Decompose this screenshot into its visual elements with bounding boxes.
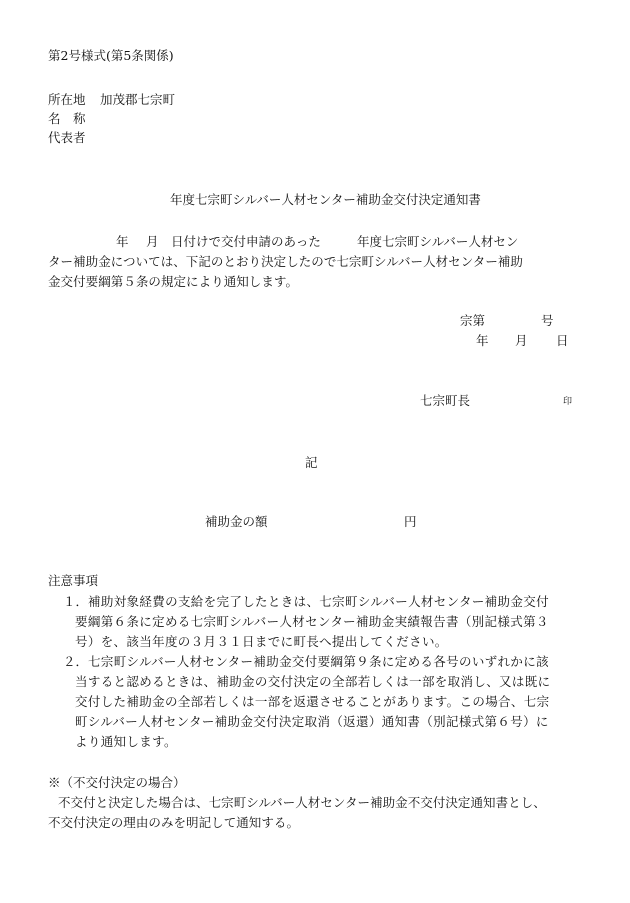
reference-date-year: 年	[476, 333, 489, 348]
ki-label: 記	[305, 455, 318, 470]
note1-line1: 補助対象経費の支給を完了したときは、七宗町シルバー人材センター補助金交付	[88, 594, 549, 609]
body-line3: 金交付要綱第５条の規定により通知します。	[48, 274, 299, 289]
note1-line2: 要綱第６条に定める七宗町シルバー人材センター補助金実績報告書（別記様式第３	[75, 614, 549, 629]
amount-label: 補助金の額	[205, 514, 268, 529]
note2-line5: より通知します。	[75, 734, 177, 749]
note2-number: ２．	[63, 654, 89, 669]
recipient-address-value: 加茂郡七宗町	[100, 92, 176, 107]
non-grant-line1: 不交付と決定した場合は、七宗町シルバー人材センター補助金不交付決定通知書とし、	[58, 795, 546, 810]
reference-number-suffix: 号	[541, 313, 554, 328]
notes-heading: 注意事項	[48, 573, 99, 588]
recipient-representative-label: 代表者	[48, 130, 86, 145]
reference-date-month: 月	[515, 333, 528, 348]
note2-line2: 当すると認めるときは、補助金の交付決定の全部若しくは一部を取消し、又は既に	[75, 674, 551, 689]
reference-number-prefix: 宗第	[460, 313, 486, 328]
body-month-label: 月	[146, 234, 159, 249]
body-line1-end: 年度七宗町シルバー人材セン	[357, 234, 519, 249]
form-label: 第2号様式(第5条関係)	[48, 48, 174, 63]
body-line2: ター補助金については、下記のとおり決定したので七宗町シルバー人材センター補助	[48, 254, 523, 269]
note2-line3: 交付した補助金の全部若しくは一部を返還させることがあります。この場合、七宗	[75, 694, 550, 709]
recipient-name-label: 名 称	[48, 111, 86, 126]
body-year-label: 年	[116, 234, 129, 249]
document-title: 年度七宗町シルバー人材センター補助金交付決定通知書	[170, 192, 481, 207]
note2-line4: 町シルバー人材センター補助金交付決定取消（返還）通知書（別記様式第６号）に	[75, 714, 549, 729]
issuer-title: 七宗町長	[420, 393, 471, 408]
note1-number: １．	[63, 594, 89, 609]
body-day-label: 日付けで交付申請のあった	[171, 234, 321, 249]
reference-date-day: 日	[556, 333, 569, 348]
amount-unit: 円	[404, 514, 417, 529]
non-grant-line2: 不交付決定の理由のみを明記して通知する。	[48, 815, 300, 830]
recipient-address-label: 所在地	[48, 92, 86, 107]
note2-line1: 七宗町シルバー人材センター補助金交付要綱第９条に定める各号のいずれかに該	[88, 654, 549, 669]
note1-line3: 号）を、該当年度の３月３１日までに町長へ提出してください。	[75, 634, 448, 649]
non-grant-heading: ※（不交付決定の場合）	[48, 775, 186, 790]
issuer-seal-mark: 印	[563, 397, 573, 407]
